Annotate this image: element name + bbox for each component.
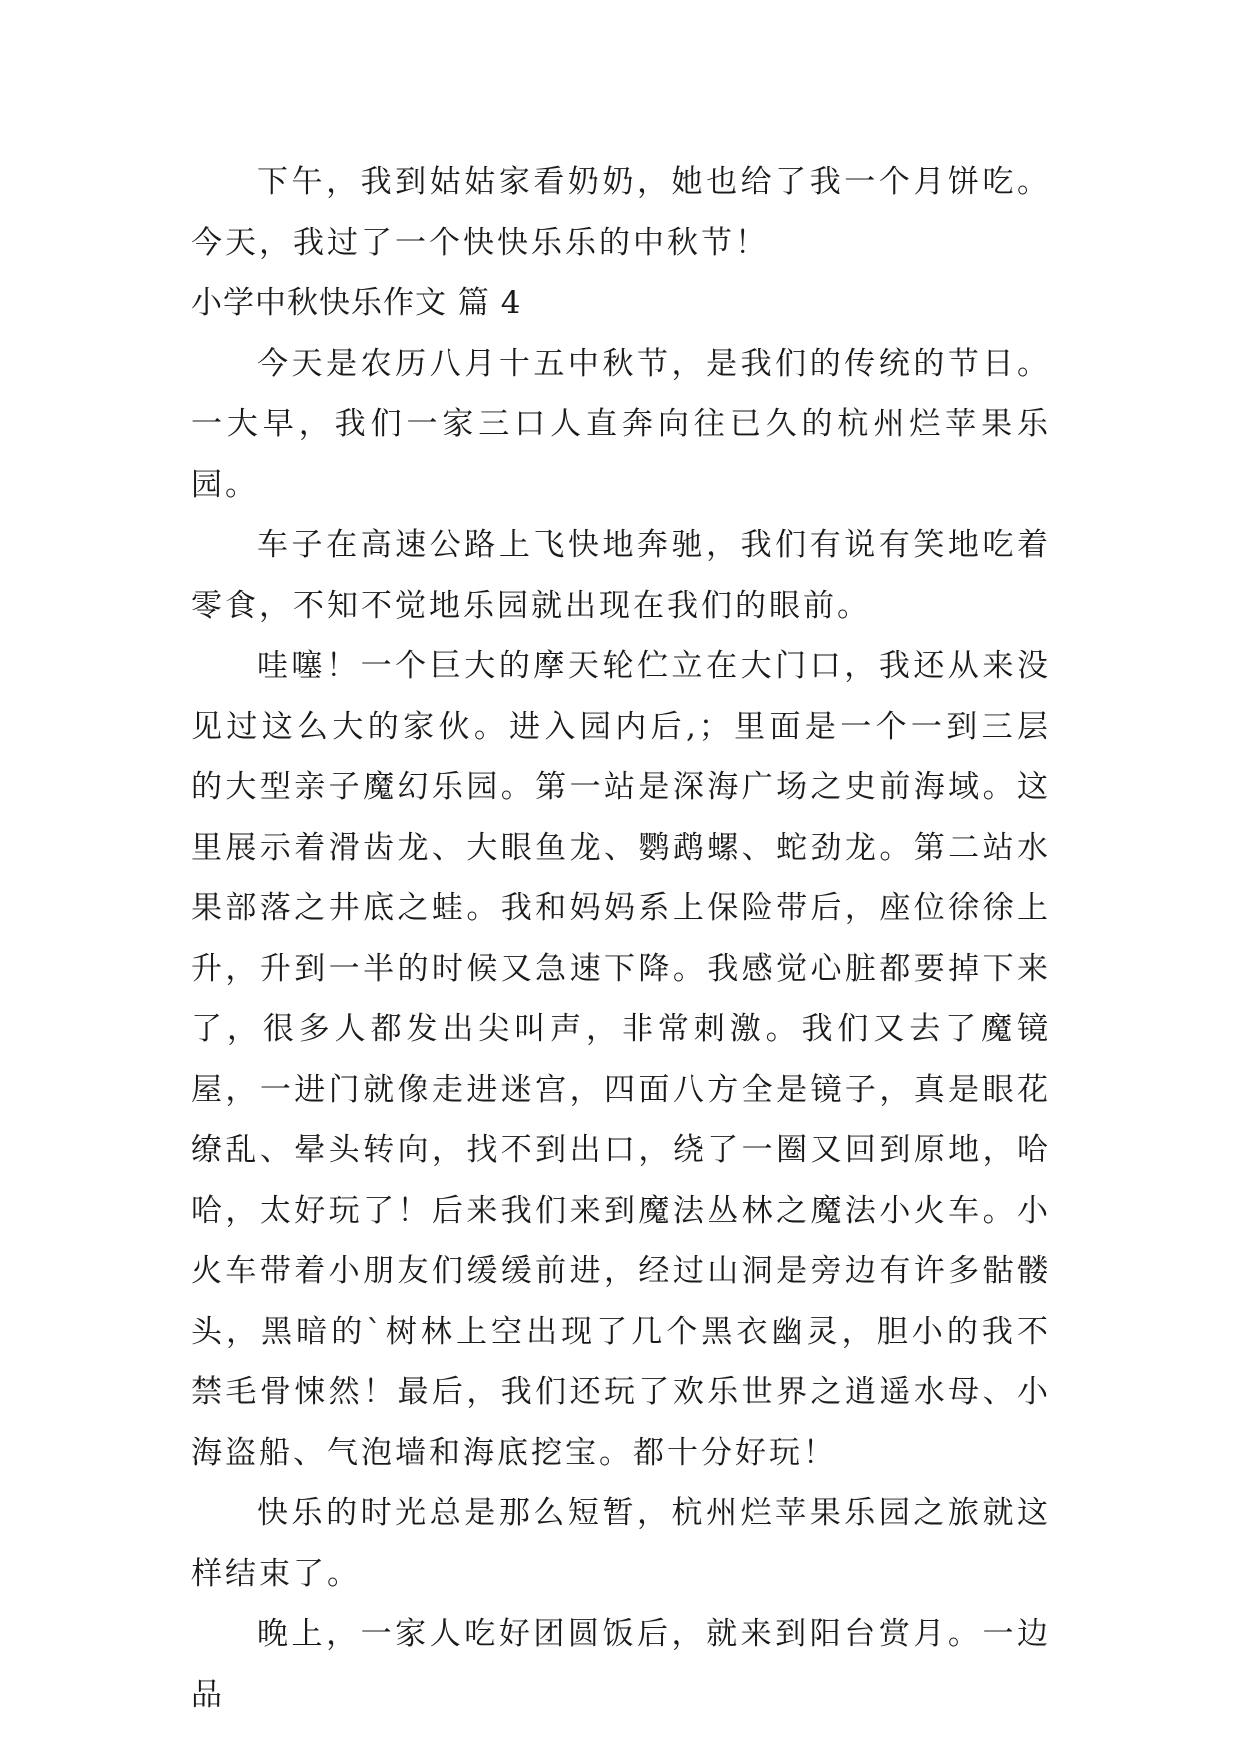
section-heading: 小学中秋快乐作文 篇 4 [191,285,522,321]
paragraph-intro: 下午，我到姑姑家看奶奶，她也给了我一个月饼吃。今天，我过了一个快快乐乐的中秋节！ [191,164,1051,261]
paragraph-2: 车子在高速公路上飞快地奔驰，我们有说有笑地吃着零食，不知不觉地乐园就出现在我们的眼前。 [191,527,1051,624]
paragraph-5: 晚上，一家人吃好团圆饭后，就来到阳台赏月。一边品 [191,1616,1051,1713]
paragraph-3: 哇噻！一个巨大的摩天轮伫立在大门口，我还从来没见过这么大的家伙。进入园内后,；里面是一个一到三层的大型亲子魔幻乐园。第一站是深海广场之史前海域。这里展示着滑齿龙、大眼鱼龙、鹦鹉螺、蛇劲龙。第二站水果部落之井底之蛙。我和妈妈系上保险带后，座位徐徐上升，升到一半的时候又急速下降。我感觉心脏都要掉下来了，很多人都发出尖叫声，非常刺激。我们又去了魔镜屋，一进门就像走进迷宫，四面八方全是镜子，真是眼花缭乱、晕头转向，找不到出口，绕了一圈又回到原地，哈哈，太好玩了！后来我们来到魔法丛林之魔法小火车。小火车带着小朋友们缓缓前进，经过山洞是旁边有许多骷髅头，黑暗的`树林上空出现了几个黑衣幽灵，胆小的我不禁毛骨悚然！最后，我们还玩了欢乐世界之逍遥水母、小海盗船、气泡墙和海底挖宝。都十分好玩！ [191,648,1051,1471]
document-page [191,152,1051,1725]
paragraph-1: 今天是农历八月十五中秋节，是我们的传统的节日。一大早，我们一家三口人直奔向往已久的杭州烂苹果乐园。 [191,345,1051,503]
paragraph-4: 快乐的时光总是那么短暂，杭州烂苹果乐园之旅就这样结束了。 [191,1495,1051,1592]
